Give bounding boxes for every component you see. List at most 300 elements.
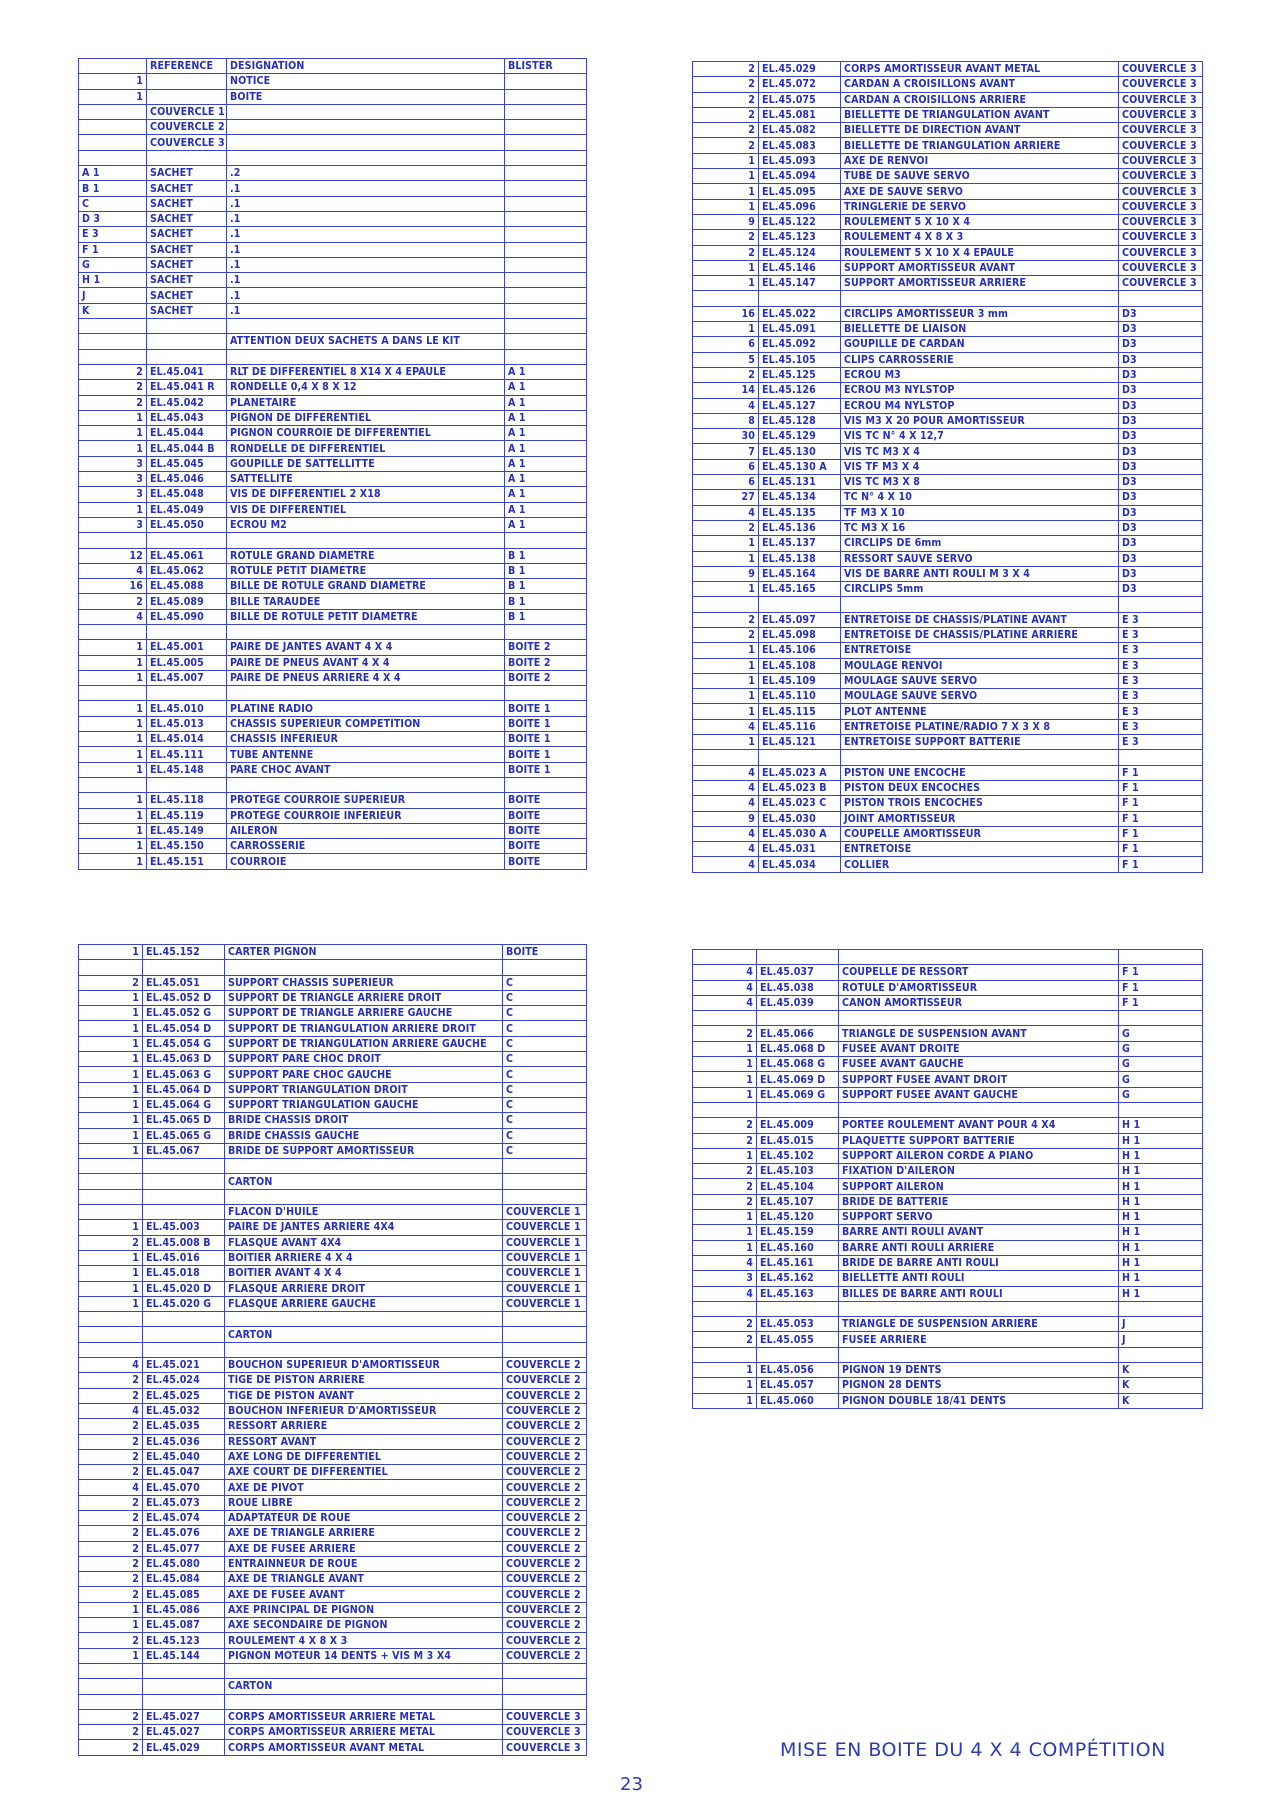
- table-row: [79, 1480, 587, 1495]
- blister-cell: COUVERCLE 1: [503, 1205, 587, 1220]
- qty-cell: 4: [693, 765, 759, 780]
- designation-cell: PAIRE DE PNEUS AVANT 4 X 4: [227, 655, 505, 670]
- blister-cell: COUVERCLE 2: [503, 1633, 587, 1648]
- table-spacer-row: [79, 624, 587, 639]
- table-row: [79, 1235, 587, 1250]
- qty-cell: 4: [693, 796, 759, 811]
- designation-cell: PROTEGE COURROIE SUPERIEUR: [227, 793, 505, 808]
- blister-cell: D3: [1119, 566, 1203, 581]
- table-row: [693, 1255, 1203, 1270]
- designation-cell: FUSEE AVANT GAUCHE: [839, 1057, 1119, 1072]
- reference-cell: EL.45.104: [757, 1179, 839, 1194]
- table-row: [693, 811, 1203, 826]
- reference-cell: EL.45.080: [143, 1556, 225, 1571]
- designation-cell: CIRCLIPS AMORTISSEUR 3 mm: [841, 306, 1119, 321]
- qty-cell: 1: [79, 747, 147, 762]
- table-row: [693, 1378, 1203, 1393]
- qty-cell: 1: [693, 1057, 757, 1072]
- reference-cell: COUVERCLE 2: [147, 120, 227, 135]
- table-row: [693, 1057, 1203, 1072]
- blister-cell: G: [1119, 1087, 1203, 1102]
- designation-cell: CIRCLIPS DE 6mm: [841, 536, 1119, 551]
- designation-cell: [839, 1347, 1119, 1362]
- qty-cell: G: [79, 257, 147, 272]
- designation-cell: SUPPORT AILERON CORDE A PIANO: [839, 1148, 1119, 1163]
- blister-cell: G: [1119, 1041, 1203, 1056]
- blister-cell: C: [503, 1067, 587, 1082]
- designation-cell: PIGNON 28 DENTS: [839, 1378, 1119, 1393]
- blister-cell: H 1: [1119, 1179, 1203, 1194]
- blister-cell: BOITE 1: [505, 732, 587, 747]
- qty-cell: [79, 686, 147, 701]
- reference-cell: EL.45.091: [759, 322, 841, 337]
- blister-cell: BOITE: [505, 823, 587, 838]
- table-row: [79, 1327, 587, 1342]
- qty-cell: 2: [693, 1179, 757, 1194]
- reference-cell: EL.45.029: [759, 62, 841, 77]
- table-row: [79, 1296, 587, 1311]
- qty-cell: 16: [693, 306, 759, 321]
- qty-cell: 1: [693, 551, 759, 566]
- designation-cell: [839, 950, 1119, 965]
- blister-cell: COUVERCLE 2: [503, 1373, 587, 1388]
- reference-cell: [143, 1205, 225, 1220]
- designation-cell: AXE DE TRIANGLE ARRIERE: [225, 1526, 503, 1541]
- table-row: [693, 520, 1203, 535]
- designation-cell: TIGE DE PISTON ARRIERE: [225, 1373, 503, 1388]
- reference-cell: EL.45.020 G: [143, 1296, 225, 1311]
- blister-cell: COUVERCLE 3: [1119, 92, 1203, 107]
- table-row: [79, 808, 587, 823]
- table-row: [693, 214, 1203, 229]
- reference-cell: EL.45.126: [759, 383, 841, 398]
- table-row: [693, 322, 1203, 337]
- blister-cell: COUVERCLE 3: [1119, 245, 1203, 260]
- designation-cell: SUPPORT TRIANGULATION DROIT: [225, 1082, 503, 1097]
- blister-cell: [505, 74, 587, 89]
- qty-cell: B 1: [79, 181, 147, 196]
- table-spacer-row: [79, 1159, 587, 1174]
- reference-cell: EL.45.052 D: [143, 990, 225, 1005]
- designation-cell: BIELLETTE DE TRIANGULATION AVANT: [841, 107, 1119, 122]
- qty-cell: [79, 135, 147, 150]
- table-row: [693, 413, 1203, 428]
- blister-cell: COUVERCLE 1: [503, 1235, 587, 1250]
- reference-cell: EL.45.082: [759, 123, 841, 138]
- table-row: [79, 1388, 587, 1403]
- blister-cell: B 1: [505, 594, 587, 609]
- page-caption: MISE EN BOITE DU 4 X 4 COMPÉTITION: [780, 1739, 1166, 1761]
- designation-cell: BILLE DE ROTULE GRAND DIAMETRE: [227, 579, 505, 594]
- reference-cell: EL.45.044: [147, 426, 227, 441]
- designation-cell: ROULEMENT 4 X 8 X 3: [841, 230, 1119, 245]
- reference-cell: COUVERCLE 1: [147, 104, 227, 119]
- qty-cell: [79, 1663, 143, 1678]
- blister-cell: F 1: [1119, 765, 1203, 780]
- qty-cell: 1: [79, 716, 147, 731]
- qty-cell: 2: [79, 1587, 143, 1602]
- reference-cell: EL.45.130: [759, 444, 841, 459]
- blister-cell: H 1: [1119, 1210, 1203, 1225]
- designation-cell: CIRCLIPS 5mm: [841, 582, 1119, 597]
- reference-cell: EL.45.144: [143, 1648, 225, 1663]
- table-row: [693, 306, 1203, 321]
- qty-cell: 2: [693, 612, 759, 627]
- reference-cell: EL.45.055: [757, 1332, 839, 1347]
- reference-cell: [147, 349, 227, 364]
- blister-cell: C: [503, 975, 587, 990]
- table-row: [79, 273, 587, 288]
- qty-cell: 1: [79, 732, 147, 747]
- designation-cell: ADAPTATEUR DE ROUE: [225, 1510, 503, 1525]
- reference-cell: EL.45.089: [147, 594, 227, 609]
- table-row: [693, 1210, 1203, 1225]
- qty-cell: 1: [79, 426, 147, 441]
- designation-cell: FLACON D'HUILE: [225, 1205, 503, 1220]
- qty-cell: [693, 1102, 757, 1117]
- designation-cell: [839, 1102, 1119, 1117]
- blister-cell: H 1: [1119, 1133, 1203, 1148]
- table-row: [79, 1021, 587, 1036]
- designation-cell: [227, 777, 505, 792]
- blister-cell: COUVERCLE 3: [1119, 107, 1203, 122]
- table-row: [693, 459, 1203, 474]
- reference-cell: EL.45.046: [147, 472, 227, 487]
- designation-cell: TRINGLERIE DE SERVO: [841, 199, 1119, 214]
- blister-cell: A 1: [505, 502, 587, 517]
- blister-cell: D3: [1119, 582, 1203, 597]
- designation-cell: ENTRETOISE: [841, 842, 1119, 857]
- qty-cell: 2: [693, 1332, 757, 1347]
- parts-table: [78, 944, 587, 1756]
- qty-cell: 1: [79, 1266, 143, 1281]
- blister-cell: E 3: [1119, 643, 1203, 658]
- blister-cell: BOITE: [505, 839, 587, 854]
- table-row: [79, 640, 587, 655]
- table-row: [693, 383, 1203, 398]
- table-row: [79, 839, 587, 854]
- blister-cell: C: [503, 1143, 587, 1158]
- designation-cell: BILLE TARAUDEE: [227, 594, 505, 609]
- designation-cell: SUPPORT DE TRIANGULATION ARRIERE GAUCHE: [225, 1036, 503, 1051]
- designation-cell: AXE LONG DE DIFFERENTIEL: [225, 1449, 503, 1464]
- qty-cell: 1: [79, 793, 147, 808]
- table-spacer-row: [79, 1342, 587, 1357]
- table-row: [79, 1679, 587, 1694]
- qty-cell: 1: [693, 643, 759, 658]
- blister-cell: [505, 334, 587, 349]
- designation-cell: NOTICE: [227, 74, 505, 89]
- blister-cell: COUVERCLE 3: [1119, 260, 1203, 275]
- blister-cell: F 1: [1119, 826, 1203, 841]
- reference-cell: EL.45.060: [757, 1393, 839, 1408]
- reference-cell: EL.45.148: [147, 762, 227, 777]
- designation-cell: [225, 1312, 503, 1327]
- blister-cell: G: [1119, 1026, 1203, 1041]
- table-row: [79, 59, 587, 74]
- designation-cell: TC N° 4 X 10: [841, 490, 1119, 505]
- blister-cell: [505, 686, 587, 701]
- blister-cell: [503, 1159, 587, 1174]
- qty-cell: 2: [79, 1556, 143, 1571]
- table-row: [79, 747, 587, 762]
- reference-cell: EL.45.136: [759, 520, 841, 535]
- qty-cell: 1: [79, 441, 147, 456]
- table-row: [79, 1174, 587, 1189]
- parts-table: [78, 58, 587, 870]
- qty-cell: [693, 1011, 757, 1026]
- designation-cell: [227, 686, 505, 701]
- blister-cell: H 1: [1119, 1194, 1203, 1209]
- designation-cell: BOITIER ARRIERE 4 X 4: [225, 1250, 503, 1265]
- blister-cell: [503, 1189, 587, 1204]
- blister-cell: D3: [1119, 475, 1203, 490]
- table-spacer-row: [693, 1102, 1203, 1117]
- table-row: [693, 367, 1203, 382]
- reference-cell: [759, 597, 841, 612]
- table-row: [79, 227, 587, 242]
- reference-cell: [147, 319, 227, 334]
- qty-cell: 1: [79, 1021, 143, 1036]
- reference-cell: EL.45.067: [143, 1143, 225, 1158]
- table-row: [79, 1403, 587, 1418]
- designation-cell: CARTON: [225, 1327, 503, 1342]
- blister-cell: [503, 1694, 587, 1709]
- designation-cell: CARROSSERIE: [227, 839, 505, 854]
- blister-cell: C: [503, 1052, 587, 1067]
- designation-cell: AXE DE FUSEE ARRIERE: [225, 1541, 503, 1556]
- reference-cell: [143, 1342, 225, 1357]
- table-row: [693, 169, 1203, 184]
- blister-cell: [1119, 750, 1203, 765]
- designation-cell: CORPS AMORTISSEUR AVANT METAL: [841, 62, 1119, 77]
- qty-cell: 1: [693, 704, 759, 719]
- blister-cell: K: [1119, 1393, 1203, 1408]
- table-row: [693, 62, 1203, 77]
- blister-cell: COUVERCLE 2: [503, 1556, 587, 1571]
- table-row: [79, 166, 587, 181]
- blister-cell: H 1: [1119, 1286, 1203, 1301]
- blister-cell: H 1: [1119, 1255, 1203, 1270]
- reference-cell: [143, 1679, 225, 1694]
- reference-cell: [147, 150, 227, 165]
- qty-cell: 2: [79, 1449, 143, 1464]
- reference-cell: EL.45.161: [757, 1255, 839, 1270]
- blister-cell: [503, 1342, 587, 1357]
- reference-cell: EL.45.025: [143, 1388, 225, 1403]
- reference-cell: EL.45.105: [759, 352, 841, 367]
- designation-cell: BOUCHON SUPERIEUR D'AMORTISSEUR: [225, 1358, 503, 1373]
- reference-cell: EL.45.014: [147, 732, 227, 747]
- qty-cell: 1: [79, 1097, 143, 1112]
- qty-cell: 2: [79, 975, 143, 990]
- reference-cell: EL.45.163: [757, 1286, 839, 1301]
- qty-cell: 3: [79, 456, 147, 471]
- qty-cell: 4: [693, 857, 759, 872]
- designation-cell: SUPPORT PARE CHOC DROIT: [225, 1052, 503, 1067]
- blister-cell: BOITE: [505, 854, 587, 869]
- reference-cell: EL.45.081: [759, 107, 841, 122]
- table-row: [693, 230, 1203, 245]
- designation-cell: ENTRAINNEUR DE ROUE: [225, 1556, 503, 1571]
- table-row: [693, 337, 1203, 352]
- qty-cell: 2: [693, 92, 759, 107]
- qty-cell: 1: [79, 854, 147, 869]
- reference-cell: EL.45.054 D: [143, 1021, 225, 1036]
- reference-cell: [147, 624, 227, 639]
- table-row: [693, 689, 1203, 704]
- qty-cell: [693, 597, 759, 612]
- blister-cell: [505, 120, 587, 135]
- blister-cell: E 3: [1119, 704, 1203, 719]
- qty-cell: 1: [693, 1210, 757, 1225]
- qty-cell: 2: [79, 1373, 143, 1388]
- table-row: [693, 153, 1203, 168]
- qty-cell: [79, 1679, 143, 1694]
- qty-cell: 1: [79, 1281, 143, 1296]
- blister-cell: COUVERCLE 2: [503, 1419, 587, 1434]
- designation-cell: [227, 624, 505, 639]
- blister-cell: E 3: [1119, 612, 1203, 627]
- qty-cell: 1: [79, 89, 147, 104]
- designation-cell: PISTON DEUX ENCOCHES: [841, 780, 1119, 795]
- qty-cell: 4: [693, 995, 757, 1010]
- table-row: [79, 1495, 587, 1510]
- table-row: [693, 123, 1203, 138]
- blister-cell: COUVERCLE 2: [503, 1618, 587, 1633]
- reference-cell: EL.45.061: [147, 548, 227, 563]
- blister-cell: BOITE: [503, 945, 587, 960]
- designation-cell: AXE DE RENVOI: [841, 153, 1119, 168]
- designation-cell: PLAQUETTE SUPPORT BATTERIE: [839, 1133, 1119, 1148]
- qty-cell: 4: [693, 965, 757, 980]
- designation-cell: VIS TC M3 X 4: [841, 444, 1119, 459]
- qty-cell: 1: [79, 823, 147, 838]
- blister-cell: C: [503, 1036, 587, 1051]
- qty-cell: 2: [693, 123, 759, 138]
- table-row: [79, 74, 587, 89]
- blister-cell: D3: [1119, 352, 1203, 367]
- reference-cell: EL.45.149: [147, 823, 227, 838]
- reference-cell: EL.45.124: [759, 245, 841, 260]
- table-row: [693, 1179, 1203, 1194]
- blister-cell: BOITE 2: [505, 655, 587, 670]
- reference-cell: EL.45.090: [147, 609, 227, 624]
- qty-cell: E 3: [79, 227, 147, 242]
- reference-cell: [757, 1011, 839, 1026]
- reference-cell: EL.45.065 G: [143, 1128, 225, 1143]
- reference-cell: EL.45.088: [147, 579, 227, 594]
- table-row: [79, 1113, 587, 1128]
- designation-cell: PLANETAIRE: [227, 395, 505, 410]
- blister-cell: D3: [1119, 520, 1203, 535]
- reference-cell: [143, 1312, 225, 1327]
- table-row: [693, 842, 1203, 857]
- designation-cell: ROULEMENT 5 X 10 X 4 EPAULE: [841, 245, 1119, 260]
- reference-cell: EL.45.108: [759, 658, 841, 673]
- blister-cell: A 1: [505, 517, 587, 532]
- reference-cell: EL.45.111: [147, 747, 227, 762]
- reference-cell: EL.45.068 G: [757, 1057, 839, 1072]
- blister-cell: E 3: [1119, 658, 1203, 673]
- designation-cell: RESSORT AVANT: [225, 1434, 503, 1449]
- qty-cell: 2: [693, 138, 759, 153]
- reference-cell: EL.45.134: [759, 490, 841, 505]
- blister-cell: [1119, 1011, 1203, 1026]
- reference-cell: EL.45.127: [759, 398, 841, 413]
- designation-cell: ROTULE GRAND DIAMETRE: [227, 548, 505, 563]
- qty-cell: 1: [79, 945, 143, 960]
- blister-cell: G: [1119, 1072, 1203, 1087]
- qty-cell: 7: [693, 444, 759, 459]
- designation-cell: ROTULE PETIT DIAMETRE: [227, 563, 505, 578]
- table-spacer-row: [79, 1694, 587, 1709]
- qty-cell: 1: [693, 322, 759, 337]
- table-row: [693, 1317, 1203, 1332]
- blister-cell: COUVERCLE 3: [503, 1709, 587, 1724]
- table-row: [79, 579, 587, 594]
- blister-cell: COUVERCLE 2: [503, 1434, 587, 1449]
- blister-cell: [505, 624, 587, 639]
- reference-cell: EL.45.083: [759, 138, 841, 153]
- designation-cell: ECROU M3: [841, 367, 1119, 382]
- reference-cell: [757, 1102, 839, 1117]
- blister-cell: C: [503, 1006, 587, 1021]
- blister-cell: D3: [1119, 367, 1203, 382]
- page-number: 23: [620, 1774, 643, 1795]
- reference-cell: EL.45.077: [143, 1541, 225, 1556]
- table-row: [693, 704, 1203, 719]
- table-row: [693, 1164, 1203, 1179]
- qty-cell: [693, 750, 759, 765]
- reference-cell: EL.45.023 A: [759, 765, 841, 780]
- blister-cell: COUVERCLE 2: [503, 1480, 587, 1495]
- reference-cell: EL.45.048: [147, 487, 227, 502]
- blister-cell: H 1: [1119, 1271, 1203, 1286]
- table-row: [79, 426, 587, 441]
- qty-cell: 2: [693, 1317, 757, 1332]
- blister-cell: [503, 960, 587, 975]
- table-spacer-row: [79, 960, 587, 975]
- table-row: [79, 257, 587, 272]
- qty-cell: 4: [693, 1286, 757, 1301]
- designation-cell: BOITIER AVANT 4 X 4: [225, 1266, 503, 1281]
- reference-cell: EL.45.075: [759, 92, 841, 107]
- qty-cell: 1: [79, 640, 147, 655]
- designation-cell: [227, 319, 505, 334]
- designation-cell: CORPS AMORTISSEUR AVANT METAL: [225, 1740, 503, 1755]
- reference-cell: EL.45.027: [143, 1725, 225, 1740]
- table-row: [693, 1271, 1203, 1286]
- table-row: [79, 1449, 587, 1464]
- reference-cell: EL.45.070: [143, 1480, 225, 1495]
- reference-cell: EL.45.038: [757, 980, 839, 995]
- designation-cell: ROUE LIBRE: [225, 1495, 503, 1510]
- reference-cell: EL.45.007: [147, 670, 227, 685]
- table-row: [693, 658, 1203, 673]
- table-row: [79, 1633, 587, 1648]
- designation-cell: ENTRETOISE: [841, 643, 1119, 658]
- qty-cell: 16: [79, 579, 147, 594]
- blister-cell: BOITE 1: [505, 747, 587, 762]
- designation-cell: CORPS AMORTISSEUR ARRIERE METAL: [225, 1725, 503, 1740]
- designation-cell: ENTRETOISE DE CHASSIS/PLATINE AVANT: [841, 612, 1119, 627]
- table-row: [79, 410, 587, 425]
- reference-cell: EL.45.062: [147, 563, 227, 578]
- table-row: [693, 245, 1203, 260]
- blister-cell: COUVERCLE 3: [1119, 214, 1203, 229]
- blister-cell: F 1: [1119, 811, 1203, 826]
